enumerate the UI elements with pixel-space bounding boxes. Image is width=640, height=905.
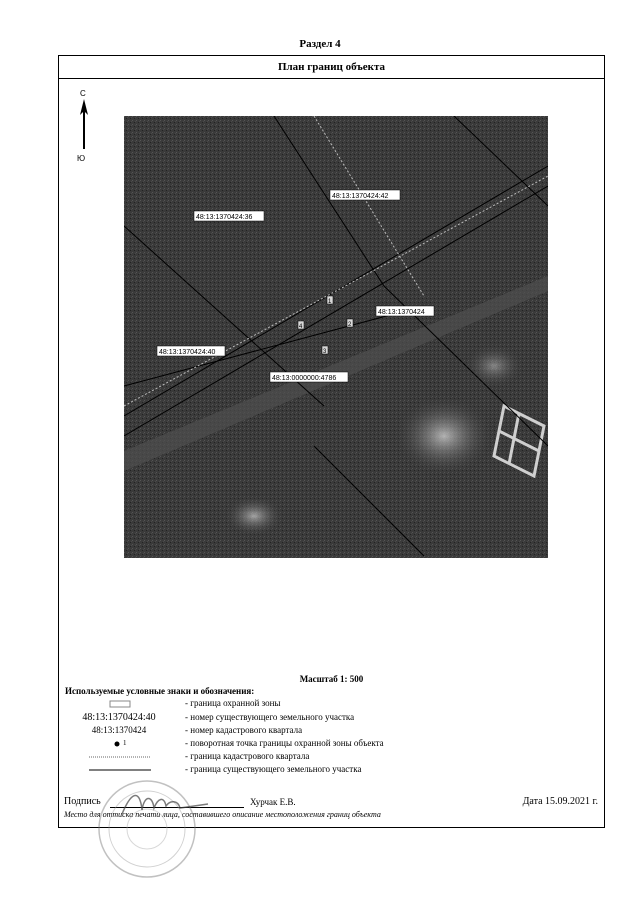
legend-item bbox=[59, 698, 579, 710]
north-label: С bbox=[80, 89, 86, 98]
map-light-area bbox=[464, 344, 524, 388]
south-label: Ю bbox=[77, 154, 86, 163]
signature-date: Дата 15.09.2021 г. bbox=[522, 796, 598, 807]
point-label: 2 bbox=[348, 322, 352, 328]
legend-desc: - граница существующего земельного участка bbox=[185, 764, 362, 774]
signer-name: Хурчак Е.В. bbox=[250, 797, 296, 807]
section-title: Раздел 4 bbox=[299, 38, 341, 50]
legend-desc: - граница охранной зоны bbox=[185, 698, 281, 708]
signature-label: Подпись bbox=[64, 796, 101, 807]
map-background bbox=[124, 116, 548, 558]
turning-point-icon bbox=[113, 740, 121, 748]
legend-item bbox=[59, 738, 579, 750]
legend-symbol: 48:13:1370424:40 bbox=[82, 712, 156, 723]
quarter-boundary-symbol-icon bbox=[89, 756, 151, 759]
legend-symbol: 1 bbox=[123, 739, 127, 747]
legend-desc: - номер существующего земельного участка bbox=[185, 712, 355, 722]
scale-label: Масштаб 1: 500 bbox=[299, 674, 364, 684]
legend-item bbox=[59, 751, 579, 763]
point-label: 4 bbox=[299, 324, 303, 330]
quarter-label: 48:13:1370424 bbox=[378, 309, 425, 316]
plan-frame bbox=[58, 55, 605, 828]
parcel-label-40: 48:13:1370424:40 bbox=[159, 349, 216, 356]
handwritten-signature-icon bbox=[118, 786, 214, 822]
legend-item bbox=[59, 764, 579, 776]
aerial-map bbox=[124, 116, 548, 558]
map-light-area bbox=[394, 396, 494, 476]
legend-title: Используемые условные знаки и обозначения: bbox=[65, 686, 255, 696]
legend-item bbox=[59, 725, 579, 737]
map-light-area bbox=[224, 496, 284, 536]
legend-item bbox=[59, 712, 579, 724]
parcel-label-4786: 48:13:0000000:4786 bbox=[272, 375, 337, 382]
legend-desc: - поворотная точка границы охранной зоны объекта bbox=[185, 738, 384, 748]
point-label: 1 bbox=[328, 299, 332, 305]
protection-zone-symbol-icon bbox=[109, 700, 131, 708]
parcel-label-36: 48:13:1370424:36 bbox=[196, 214, 253, 221]
point-label: 3 bbox=[323, 349, 327, 355]
parcel-boundary-symbol-icon bbox=[89, 769, 151, 772]
parcel-label-42: 48:13:1370424:42 bbox=[332, 193, 389, 200]
legend-desc: - номер кадастрового квартала bbox=[185, 725, 303, 735]
legend-symbol: 48:13:1370424 bbox=[91, 725, 147, 735]
plan-header: План границ объекта bbox=[59, 56, 604, 79]
legend-desc: - граница кадастрового квартала bbox=[185, 751, 310, 761]
map-canvas bbox=[124, 116, 548, 558]
seal-caption: Место для оттиска печати лица, составившего описание местоположения границ объекта bbox=[64, 810, 381, 819]
